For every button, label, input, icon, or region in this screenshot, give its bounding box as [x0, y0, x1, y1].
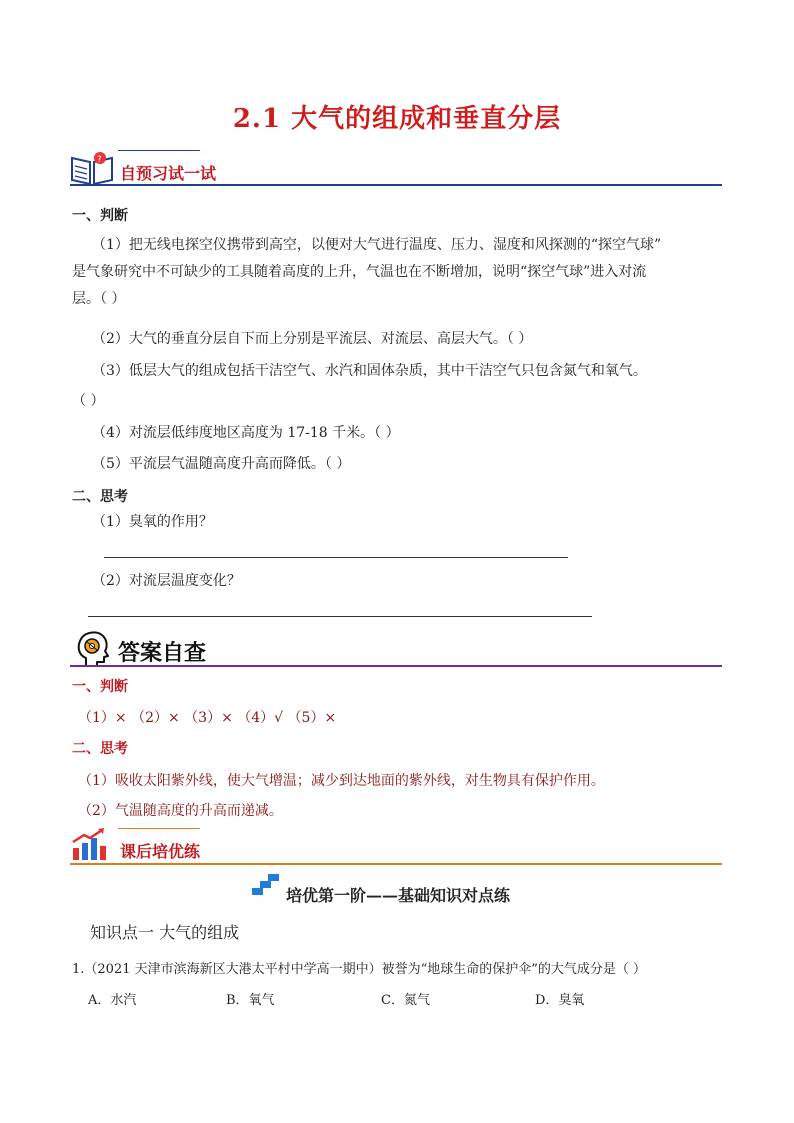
judge-q2: （2）大气的垂直分层自下而上分别是平流层、对流层、高层大气。（ ）	[92, 331, 533, 347]
section2-rule	[70, 665, 722, 667]
answer-a2: （2）气温随高度的升高而递减。	[78, 803, 283, 819]
answer-blank-1[interactable]	[104, 557, 568, 558]
section3-heading: 课后培优练	[120, 842, 201, 861]
think-q1: （1）臭氧的作用？	[92, 514, 213, 530]
answers-part1-heading: 一、判断	[72, 679, 128, 695]
option-a[interactable]: A．水汽	[88, 993, 137, 1008]
think-q2: （2）对流层温度变化？	[92, 573, 241, 589]
option-d[interactable]: D．臭氧	[535, 993, 585, 1008]
stage-heading: 培优第一阶——基础知识对点练	[286, 886, 511, 905]
judge-q1-line3: 层。（ ）	[72, 291, 126, 307]
bar-chart-up-icon	[70, 826, 110, 862]
head-gear-icon	[72, 628, 112, 668]
knowledge-point-heading: 知识点一 大气的组成	[90, 923, 240, 942]
section2-heading: 答案自查	[118, 641, 207, 666]
judge-q1	[72, 234, 732, 310]
stairs-icon	[250, 873, 284, 897]
section1-accent-line	[118, 150, 200, 151]
answers-part1: （1）× （2）× （3）× （4）√ （5）×	[78, 710, 337, 726]
svg-text:?: ?	[97, 155, 102, 165]
answer-blank-2[interactable]	[88, 616, 592, 617]
section1-rule	[70, 184, 722, 186]
option-b[interactable]: B．氧气	[226, 993, 275, 1008]
page-title: 2.1 大气的组成和垂直分层	[232, 104, 562, 134]
mcq-question: 1.（2021 天津市滨海新区大港太平村中学高一期中）被誉为“地球生命的保护伞”的大气成分是（ ）	[72, 962, 647, 977]
option-c[interactable]: C．氮气	[381, 993, 430, 1008]
judge-q4: （4）对流层低纬度地区高度为 17-18 千米。（ ）	[92, 425, 400, 441]
answers-part2-heading: 二、思考	[72, 741, 128, 757]
judge-q3-line1: （3）低层大气的组成包括干洁空气、水汽和固体杂质，其中干洁空气只包含氮气和氧气。	[92, 363, 647, 379]
open-book-icon	[70, 150, 114, 186]
section3-accent-line	[118, 828, 200, 829]
judge-q3-line2: （ ）	[72, 393, 105, 409]
part1-heading: 一、判断	[72, 208, 128, 224]
judge-q1-line2: 是气象研究中不可缺少的工具随着高度的上升，气温也在不断增加，说明“探空气球”进入对流	[72, 264, 647, 280]
part2-heading: 二、思考	[72, 489, 128, 505]
section3-rule	[70, 863, 722, 865]
judge-q5: （5）平流层气温随高度升高而降低。（ ）	[92, 456, 351, 472]
answer-a1: （1）吸收太阳紫外线，使大气增温；减少到达地面的紫外线，对生物具有保护作用。	[78, 773, 605, 789]
judge-q1-line1: （1）把无线电探空仪携带到高空，以便对大气进行温度、压力、湿度和风探测的“探空气球”	[92, 237, 662, 253]
section1-heading: 自预习试一试	[120, 164, 217, 183]
